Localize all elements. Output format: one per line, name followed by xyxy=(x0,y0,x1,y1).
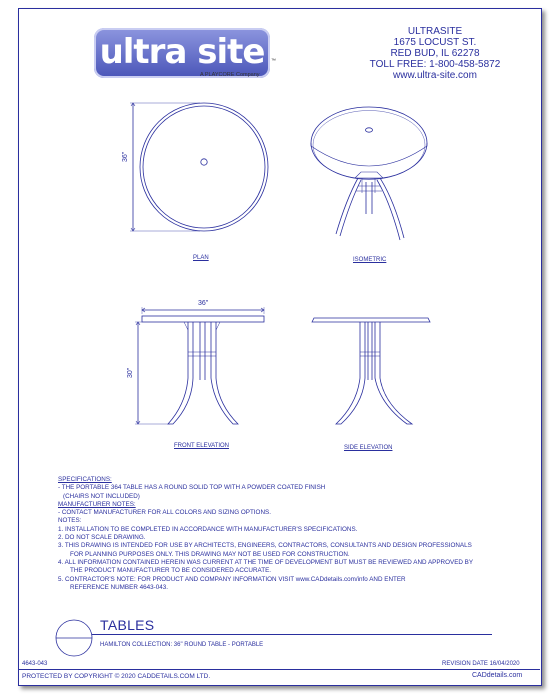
title-divider xyxy=(92,634,492,635)
front-height-label: 30" xyxy=(127,367,134,378)
note-3b: FOR PLANNING PURPOSES ONLY. THIS DRAWING MAY NOT BE USED FOR CONSTRUCTION. xyxy=(70,550,350,558)
isometric-view xyxy=(311,107,427,240)
revision-date: REVISION DATE 16/04/2020 xyxy=(442,661,520,667)
plan-view-label: PLAN xyxy=(193,255,209,261)
note-5b: REFERENCE NUMBER 4643-043. xyxy=(70,583,168,591)
logo-subtitle: A PLAYCORE Company xyxy=(200,72,260,78)
footer-divider xyxy=(18,669,540,670)
front-leg-right xyxy=(211,322,238,424)
spec-line-1: - THE PORTABLE 364 TABLE HAS A ROUND SOLID TOP WITH A POWDER COATED FINISH xyxy=(58,484,326,492)
notes-heading: NOTES: xyxy=(58,517,82,525)
iso-leg-right xyxy=(377,178,404,240)
plan-umbrella-hole xyxy=(201,159,207,165)
company-website[interactable]: www.ultra-site.com xyxy=(393,70,477,81)
plan-diameter-label: 36" xyxy=(122,151,129,162)
company-address-line1: 1675 LOCUST ST. xyxy=(393,37,477,48)
reference-number: 4643-043 xyxy=(22,661,48,667)
company-phone: TOLL FREE: 1-800-458-5872 xyxy=(369,59,501,70)
plan-table-top-outer xyxy=(140,103,268,231)
note-4b: THE PRODUCT MANUFACTURER TO BE CONSIDERED ACCURATE. xyxy=(70,567,272,575)
iso-leg-center xyxy=(366,182,372,214)
title-block-subtitle: HAMILTON COLLECTION: 36" ROUND TABLE - PORTABLE xyxy=(100,642,264,648)
side-elevation-view xyxy=(312,318,430,424)
company-address-line2: RED BUD, IL 62278 xyxy=(390,48,480,59)
manufacturer-note-1: - CONTACT MANUFACTURER FOR ALL COLORS AND SIZING OPTIONS. xyxy=(58,509,271,517)
spec-line-2: (CHAIRS NOT INCLUDED) xyxy=(63,492,140,500)
notes-block xyxy=(58,476,473,592)
side-table-top xyxy=(312,318,430,322)
note-2: 2. DO NOT SCALE DRAWING. xyxy=(58,534,146,542)
company-name: ULTRASITE xyxy=(407,26,463,37)
side-elevation-label: SIDE ELEVATION xyxy=(344,445,393,451)
side-leg-right xyxy=(375,322,412,424)
front-elevation-view xyxy=(135,307,264,424)
logo-trademark: ™ xyxy=(271,58,276,64)
note-3a: 3. THIS DRAWING IS INTENDED FOR USE BY ARCHITECTS, ENGINEERS, CONTRACTORS, CONSULTANTS AND DESIGN PROFESSIONALS xyxy=(58,542,472,550)
note-5a: 5. CONTRACTOR'S NOTE: FOR PRODUCT AND COMPANY INFORMATION VISIT www.CADdetails.com/info AND ENTER xyxy=(58,575,406,583)
front-leg-center xyxy=(200,322,205,380)
front-width-label: 36" xyxy=(198,300,209,307)
iso-umbrella-hole xyxy=(366,128,373,132)
front-leg-left xyxy=(168,322,193,424)
logo-brand-text: ultra site xyxy=(99,32,265,72)
iso-table-top xyxy=(311,107,427,179)
side-leg-left xyxy=(336,322,365,424)
caddetails-brand: CADdetails.com xyxy=(472,672,523,679)
note-1: 1. INSTALLATION TO BE COMPLETED IN ACCORDANCE WITH MANUFACTURER'S SPECIFICATIONS. xyxy=(58,525,358,533)
note-4a: 4. ALL INFORMATION CONTAINED HEREIN WAS CURRENT AT THE TIME OF DEVELOPMENT BUT MUST BE REVIEWED AND APPROVED BY xyxy=(58,558,474,566)
manufacturer-notes-heading: MANUFACTURER NOTES: xyxy=(58,500,136,508)
isometric-view-label: ISOMETRIC xyxy=(353,257,387,263)
plan-view xyxy=(130,103,268,231)
specifications-heading: SPECIFICATIONS: xyxy=(58,476,112,483)
iso-leg-left xyxy=(336,178,361,236)
copyright-text: PROTECTED BY COPYRIGHT © 2020 CADDETAILS.COM LTD. xyxy=(22,673,211,680)
title-block-title: TABLES xyxy=(100,617,155,633)
side-leg-center xyxy=(368,322,372,380)
plan-table-top-inner xyxy=(143,106,265,228)
front-table-top xyxy=(142,316,264,322)
front-elevation-label: FRONT ELEVATION xyxy=(174,443,230,449)
